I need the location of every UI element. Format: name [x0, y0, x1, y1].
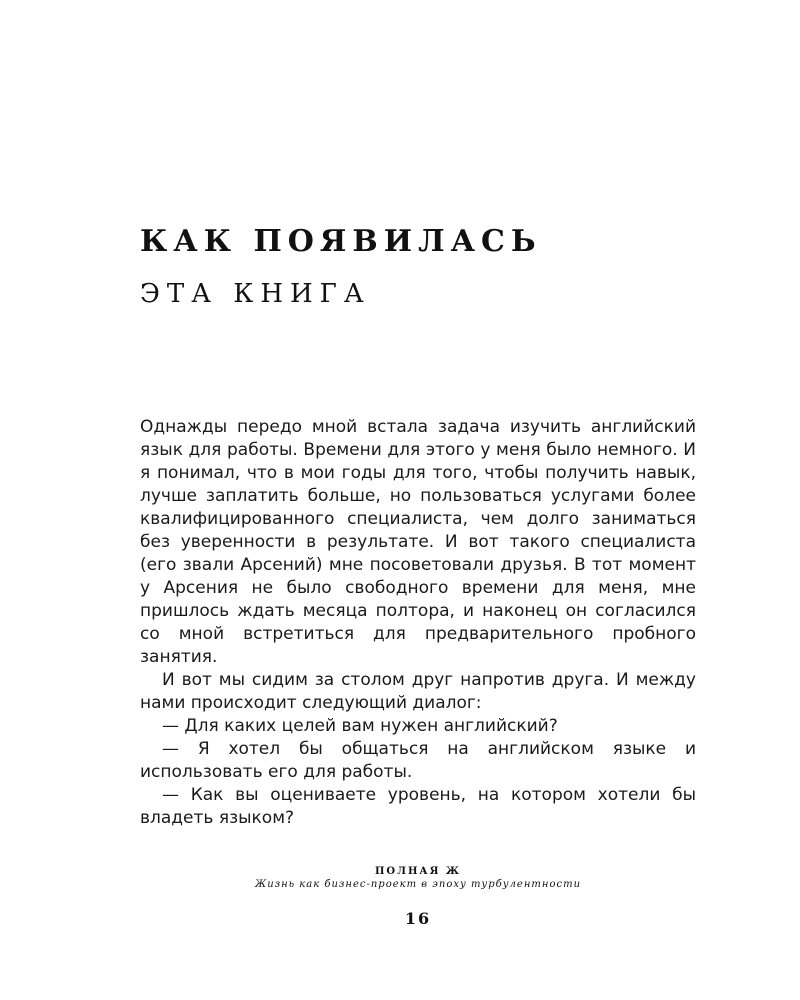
- chapter-heading: [140, 222, 542, 312]
- dialogue-line-answer-goals: — Я хотел бы общаться на английском языке и использовать его для работы.: [140, 739, 696, 782]
- page-number: 16: [404, 909, 432, 928]
- running-book-title: ПОЛНАЯ Ж: [374, 866, 461, 877]
- dialogue-line-question-goals: — Для каких целей вам нужен английский?: [162, 716, 558, 736]
- chapter-title-line1: КАК ПОЯВИЛАСЬ: [140, 224, 542, 259]
- dialogue-line-question-level: — Как вы оцениваете уровень, на котором хотели бы владеть языком?: [140, 785, 696, 828]
- page-footer: [0, 865, 800, 928]
- paragraph-intro: Однажды передо мной встала задача изучить английский язык для работы. Времени для этого у меня было немного. И я понимал, что в мои годы для того, чтобы получить навык, лучше заплатить больше, но пользоваться услугами более квалифицированного специалиста, чем долго заниматься без уверенности в результате. И вот такого специалиста (его звали Арсений) мне посоветовали друзья. В тот момент у Арсения не было свободного времени для меня, мне пришлось ждать месяца полтора, и наконец он согласился со мной встретиться для предварительного пробного занятия.: [140, 417, 696, 667]
- paragraph-meeting: И вот мы сидим за столом друг напротив друга. И между нами происходит следующий диалог:: [140, 670, 696, 713]
- chapter-title-line2: ЭТА КНИГА: [140, 279, 371, 309]
- running-book-subtitle: Жизнь как бизнес-проект в эпоху турбулентности: [254, 879, 582, 890]
- body-text: [140, 416, 696, 830]
